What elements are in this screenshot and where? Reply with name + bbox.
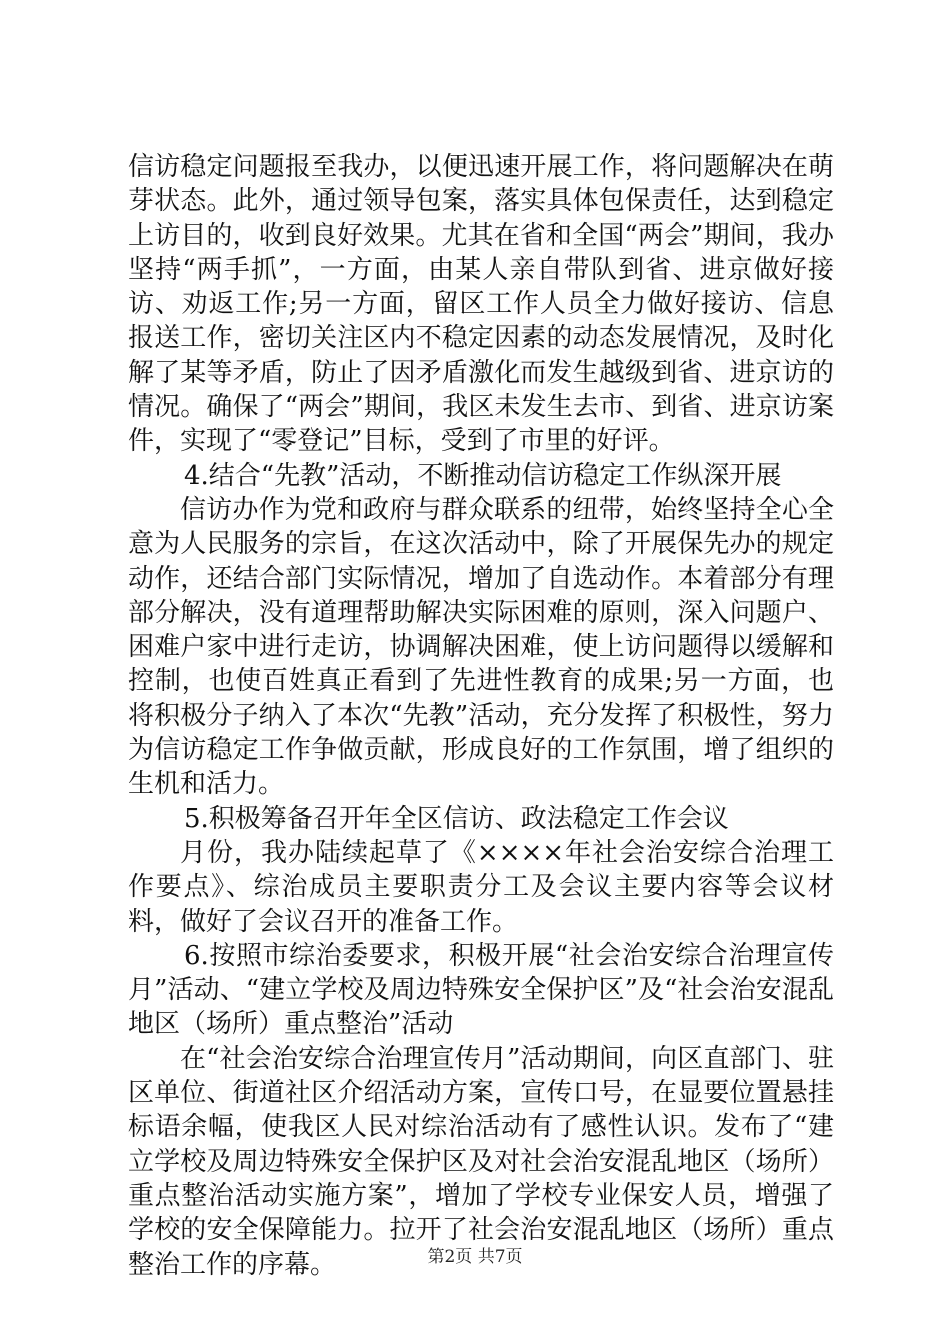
paragraph-section-6: 在“社会治安综合治理宣传月”活动期间，向区直部门、驻区单位、街道社区介绍活动方案，宣传口号，在显要位置悬挂标语余幅，使我区人民对综治活动有了感性认识。发布了“建立学校及周边特殊安全保护区及对社会治安混乱地区（场所）重点整治活动实施方案”，增加了学校专业保安人员，增强了学校的安全保障能力。拉开了社会治安混乱地区（场所）重点整治工作的序幕。 [128, 1043, 834, 1280]
paragraph-section-5: 月份，我办陆续起草了《××××年社会治安综合治理工作要点》、综治成员主要职责分工及会议主要内容等会议材料，做好了会议召开的准备工作。 [128, 837, 834, 937]
paragraph-section-4: 信访办作为党和政府与群众联系的纽带，始终坚持全心全意为人民服务的宗旨，在这次活动中，除了开展保先办的规定动作，还结合部门实际情况，增加了自选动作。本着部分有理部分解决，没有道理帮助解决实际困难的原则，深入问题户、困难户家中进行走访，协调解决困难，使上访问题得以缓解和控制，也使百姓真正看到了先进性教育的成果;另一方面，也将积极分子纳入了本次“先教”活动，充分发挥了积极性，努力为信访稳定工作争做贡献，形成良好的工作氛围，增了组织的生机和活力。 [128, 494, 834, 800]
page-number-footer: 第2页 共7页 [427, 1247, 523, 1267]
section-heading-6: 6.按照市综治委要求，积极开展“社会治安综合治理宣传月”活动、“建立学校及周边特殊安全保护区”及“社会治安混乱地区（场所）重点整治”活动 [128, 940, 834, 1040]
section-heading-4: 4.结合“先教”活动，不断推动信访稳定工作纵深开展 [184, 460, 782, 491]
section-heading-5: 5.积极筹备召开年全区信访、政法稳定工作会议 [184, 803, 729, 834]
document-body [128, 150, 834, 1282]
paragraph-continued: 信访稳定问题报至我办，以便迅速开展工作，将问题解决在萌芽状态。此外，通过领导包案，落实具体包保责任，达到稳定上访目的，收到良好效果。尤其在省和全国“两会”期间，我办坚持“两手抓”，一方面，由某人亲自带队到省、进京做好接访、劝返工作;另一方面，留区工作人员全力做好接访、信息报送工作，密切关注区内不稳定因素的动态发展情况，及时化解了某等矛盾，防止了因矛盾激化而发生越级到省、进京访的情况。确保了“两会”期间，我区未发生去市、到省、进京访案件，实现了“零登记”目标，受到了市里的好评。 [128, 152, 834, 457]
